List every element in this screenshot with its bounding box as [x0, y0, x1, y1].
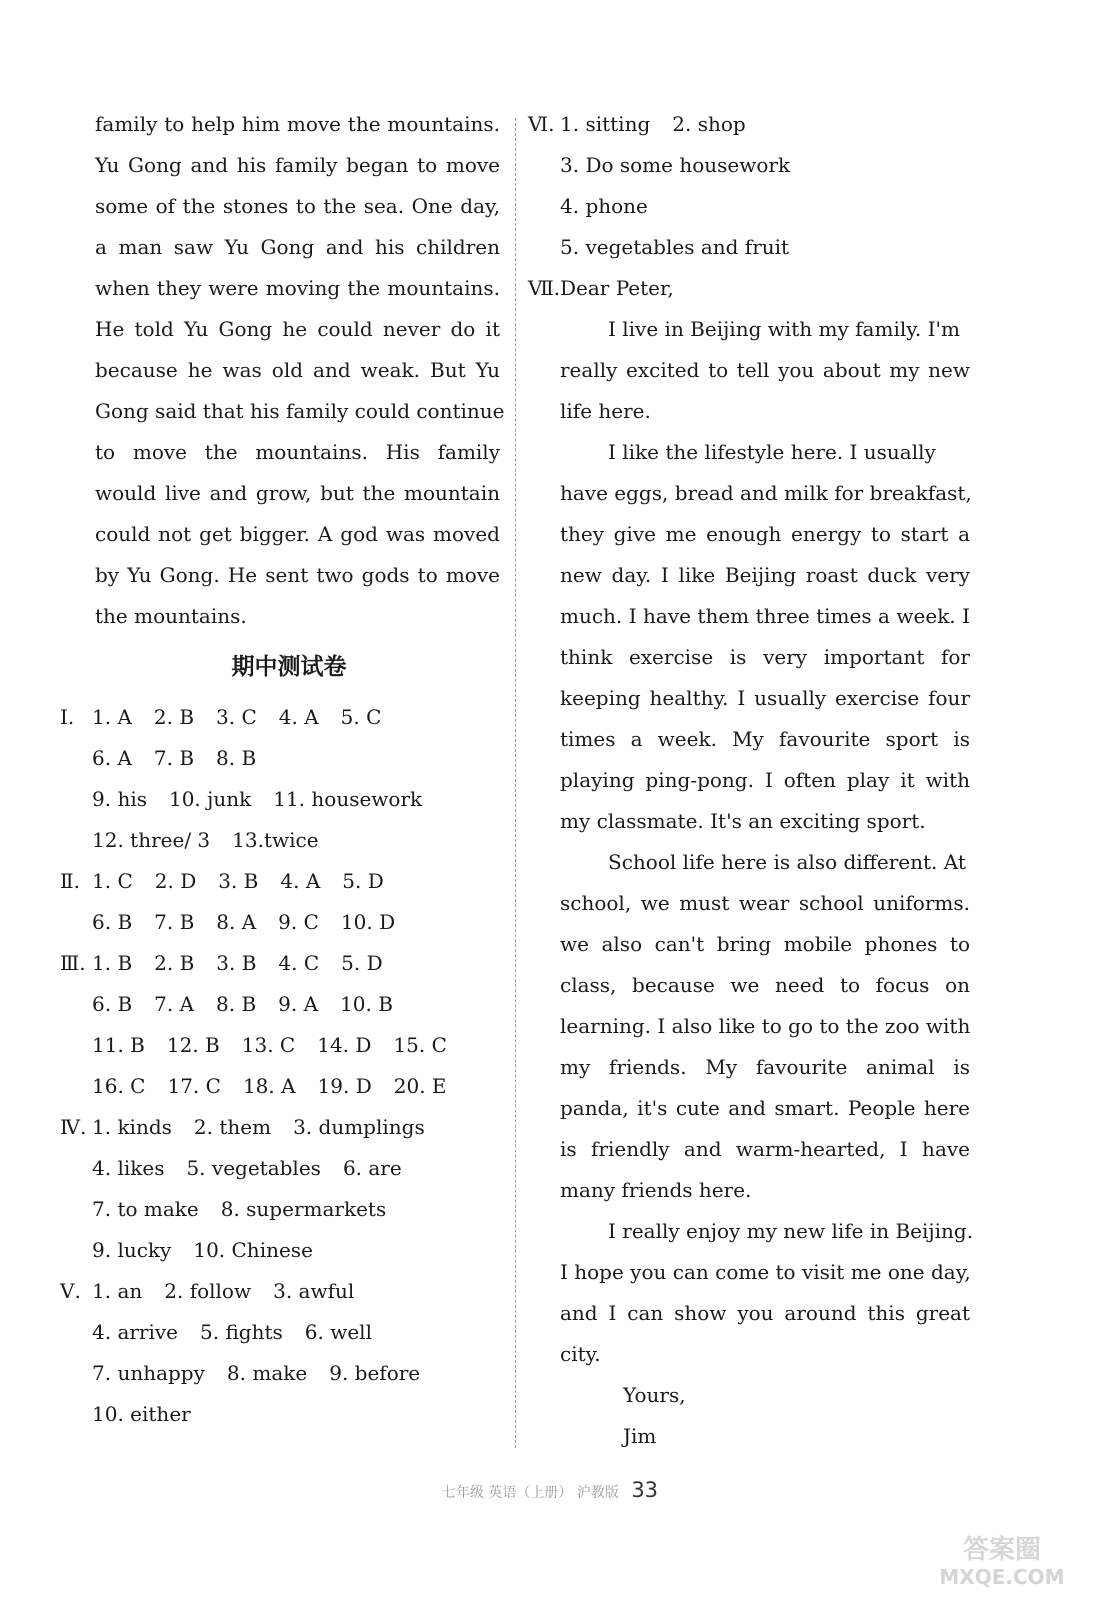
letter-closing: Yours,: [623, 1383, 686, 1407]
letter-line: they give me enough energy to start a: [560, 522, 970, 546]
answer-item: 3. B: [218, 869, 259, 893]
answer-section-vii: [528, 268, 974, 1457]
passage-line: when they were moving the mountains.: [95, 276, 500, 300]
answer-item: 9. his: [92, 787, 147, 811]
answer-line: [60, 861, 500, 902]
answer-item: 8. B: [216, 992, 257, 1016]
letter-line: many friends here.: [560, 1178, 752, 1202]
answer-item: 2. D: [154, 869, 197, 893]
answer-line: [60, 1189, 500, 1230]
answer-item: 6. B: [92, 992, 133, 1016]
answer-item: 3. C: [216, 705, 257, 729]
answer-item: 4. arrive: [92, 1320, 179, 1344]
passage-line: some of the stones to the sea. One day,: [95, 194, 500, 218]
answer-item: 1. B: [92, 951, 133, 975]
answer-item: 4. A: [280, 869, 321, 893]
answer-item: 1. kinds: [92, 1115, 172, 1139]
watermark-text-2: MXQE.COM: [939, 1565, 1065, 1589]
answer-item: 4. phone: [560, 194, 648, 218]
section-numeral: Ⅱ.: [60, 869, 80, 893]
answer-item: 2. follow: [164, 1279, 252, 1303]
passage-line: because he was old and weak. But Yu: [95, 358, 500, 382]
passage-line: the mountains.: [95, 604, 247, 628]
letter-body: [528, 309, 974, 1375]
answer-item: 4. A: [278, 705, 319, 729]
answer-line: [60, 984, 500, 1025]
letter-line: much. I have them three times a week. I: [560, 604, 970, 628]
answer-line: [60, 1271, 500, 1312]
letter-greeting-line: [528, 268, 970, 309]
answer-section-iii: [60, 943, 500, 1107]
letter-greeting: Dear Peter,: [560, 276, 674, 300]
passage-line: could not get bigger. A god was moved: [95, 522, 500, 546]
passage-line: He told Yu Gong he could never do it: [95, 317, 500, 341]
answer-item: 1. C: [92, 869, 133, 893]
answer-item: 10. B: [340, 992, 393, 1016]
letter-line: keeping healthy. I usually exercise four: [560, 686, 970, 710]
passage-line: Gong said that his family could continue: [95, 399, 505, 423]
answer-item: 5. D: [341, 951, 383, 975]
answer-item: 9. C: [278, 910, 319, 934]
answer-section-vi: [528, 104, 970, 268]
passage-line: would live and grow, but the mountain: [95, 481, 500, 505]
answer-item: 9. lucky: [92, 1238, 172, 1262]
letter-line: city.: [560, 1342, 601, 1366]
letter-line: new day. I like Beijing roast duck very: [560, 563, 970, 587]
watermark-text-1: 答案圈: [962, 1535, 1042, 1565]
answer-item: 16. C: [92, 1074, 146, 1098]
answer-item: 5. vegetables: [186, 1156, 321, 1180]
answer-line: [60, 1394, 500, 1435]
answer-item: 10. Chinese: [193, 1238, 313, 1262]
section-numeral: Ⅵ.: [528, 112, 555, 136]
answer-item: 12. B: [166, 1033, 220, 1057]
answer-line: [528, 104, 970, 145]
answer-item: 7. to make: [92, 1197, 199, 1221]
answer-line: [528, 145, 970, 186]
answer-section-v: [60, 1271, 500, 1435]
answer-item: 11. housework: [273, 787, 423, 811]
answer-item: 14. D: [317, 1033, 372, 1057]
answer-item: 8. A: [216, 910, 257, 934]
story-passage: [60, 104, 505, 637]
answer-item: 5. vegetables and fruit: [560, 235, 790, 259]
letter-line: and I can show you around this great: [560, 1301, 970, 1325]
answer-line: [60, 779, 500, 820]
letter-line: is friendly and warm-hearted, I have: [560, 1137, 970, 1161]
answer-item: 3. dumplings: [293, 1115, 425, 1139]
letter-line: times a week. My favourite sport is: [560, 727, 970, 751]
answer-item: 2. shop: [672, 112, 746, 136]
answer-line: [60, 1148, 500, 1189]
answer-section-i: [60, 697, 500, 861]
answer-item: 1. sitting: [560, 112, 651, 136]
answer-item: 3. Do some housework: [560, 153, 791, 177]
answer-line: [60, 1107, 500, 1148]
answer-item: 12. three/ 3: [92, 828, 211, 852]
letter-line: I like the lifestyle here. I usually: [608, 440, 936, 464]
answer-line: [528, 186, 970, 227]
page-footer: [0, 1478, 1100, 1502]
answer-item: 2. B: [153, 705, 195, 729]
answer-item: 10. either: [92, 1402, 191, 1426]
answer-item: 4. likes: [92, 1156, 165, 1180]
answer-item: 6. B: [92, 910, 133, 934]
answer-line: [60, 1025, 500, 1066]
answer-item: 8. make: [226, 1361, 308, 1385]
letter-line: I live in Beijing with my family. I'm: [608, 317, 960, 341]
answer-item: 6. are: [342, 1156, 402, 1180]
answer-line: [528, 227, 970, 268]
section-numeral: Ⅴ.: [60, 1279, 81, 1303]
answer-item: 3. B: [216, 951, 257, 975]
letter-line: really excited to tell you about my new: [560, 358, 970, 382]
answer-line: [60, 1312, 500, 1353]
answer-line: [60, 943, 500, 984]
answer-line: [60, 1066, 500, 1107]
answer-item: 6. A: [92, 746, 132, 770]
letter-line: learning. I also like to go to the zoo with: [560, 1014, 971, 1038]
answer-item: 7. B: [154, 910, 195, 934]
answer-item: 10. junk: [168, 787, 252, 811]
section-numeral: Ⅰ.: [60, 705, 75, 729]
answer-line: [60, 738, 500, 779]
answer-item: 17. C: [167, 1074, 221, 1098]
answer-item: 10. D: [340, 910, 396, 934]
section-numeral: Ⅳ.: [60, 1115, 87, 1139]
letter-line: have eggs, bread and milk for breakfast,: [560, 481, 972, 505]
answer-item: 4. C: [278, 951, 320, 975]
footer-book-info: 七年级 英语（上册） 沪教版: [441, 1485, 619, 1501]
letter-line: class, because we need to focus on: [560, 973, 970, 997]
answer-item: 8. B: [216, 746, 257, 770]
letter-signature: Jim: [623, 1424, 657, 1448]
letter-line: we also can't bring mobile phones to: [560, 932, 970, 956]
answer-item: 9. before: [329, 1361, 421, 1385]
passage-line: a man saw Yu Gong and his children: [95, 235, 500, 259]
letter-line: I hope you can come to visit me one day,: [560, 1260, 971, 1284]
letter-line: School life here is also different. At: [608, 850, 966, 874]
answer-item: 19. D: [317, 1074, 372, 1098]
letter-line: I really enjoy my new life in Beijing.: [608, 1219, 974, 1243]
answer-item: 8. supermarkets: [220, 1197, 387, 1221]
passage-line: by Yu Gong. He sent two gods to move: [95, 563, 500, 587]
passage-line: to move the mountains. His family: [95, 440, 500, 464]
letter-line: playing ping-pong. I often play it with: [560, 768, 970, 792]
answer-line: [60, 902, 500, 943]
answer-section-ii: [60, 861, 500, 943]
column-divider: [515, 118, 516, 1448]
letter-line: my friends. My favourite animal is: [560, 1055, 970, 1079]
letter-line: panda, it's cute and smart. People here: [560, 1096, 970, 1120]
answer-item: 13.twice: [232, 828, 319, 852]
answer-item: 2. them: [193, 1115, 272, 1139]
answer-line: [60, 1353, 500, 1394]
letter-line: my classmate. It's an exciting sport.: [560, 809, 926, 833]
answer-section-iv: [60, 1107, 500, 1271]
answer-line: [60, 820, 500, 861]
answer-item: 2. B: [154, 951, 195, 975]
answer-line: [60, 1230, 500, 1271]
left-column: [60, 104, 505, 1435]
passage-line: family to help him move the mountains.: [95, 112, 500, 136]
answer-item: 18. A: [242, 1074, 296, 1098]
passage-line: Yu Gong and his family began to move: [95, 153, 500, 177]
answer-line: [60, 697, 500, 738]
answer-item: 1. an: [92, 1279, 143, 1303]
answer-item: 20. E: [393, 1074, 447, 1098]
answer-item: 7. B: [153, 746, 195, 770]
section-title: 期中测试卷: [231, 654, 347, 680]
letter-line: school, we must wear school uniforms.: [560, 891, 970, 915]
answer-item: 5. fights: [200, 1320, 283, 1344]
answer-item: 7. A: [154, 992, 195, 1016]
letter-line: life here.: [560, 399, 651, 423]
answer-item: 7. unhappy: [92, 1361, 205, 1385]
answer-item: 5. C: [340, 705, 382, 729]
right-column: [528, 104, 974, 1457]
answer-item: 13. C: [241, 1033, 296, 1057]
answer-item: 3. awful: [273, 1279, 355, 1303]
letter-line: think exercise is very important for: [560, 645, 970, 669]
answer-item: 5. D: [342, 869, 384, 893]
answer-item: 11. B: [92, 1033, 145, 1057]
section-numeral: Ⅲ.: [60, 951, 86, 975]
section-numeral: Ⅶ.: [528, 276, 561, 300]
answer-item: 6. well: [304, 1320, 372, 1344]
answer-item: 1. A: [92, 705, 132, 729]
watermark-logo: [916, 1528, 1088, 1592]
answer-item: 9. A: [278, 992, 319, 1016]
answer-item: 15. C: [393, 1033, 447, 1057]
page-number: 33: [631, 1478, 659, 1502]
